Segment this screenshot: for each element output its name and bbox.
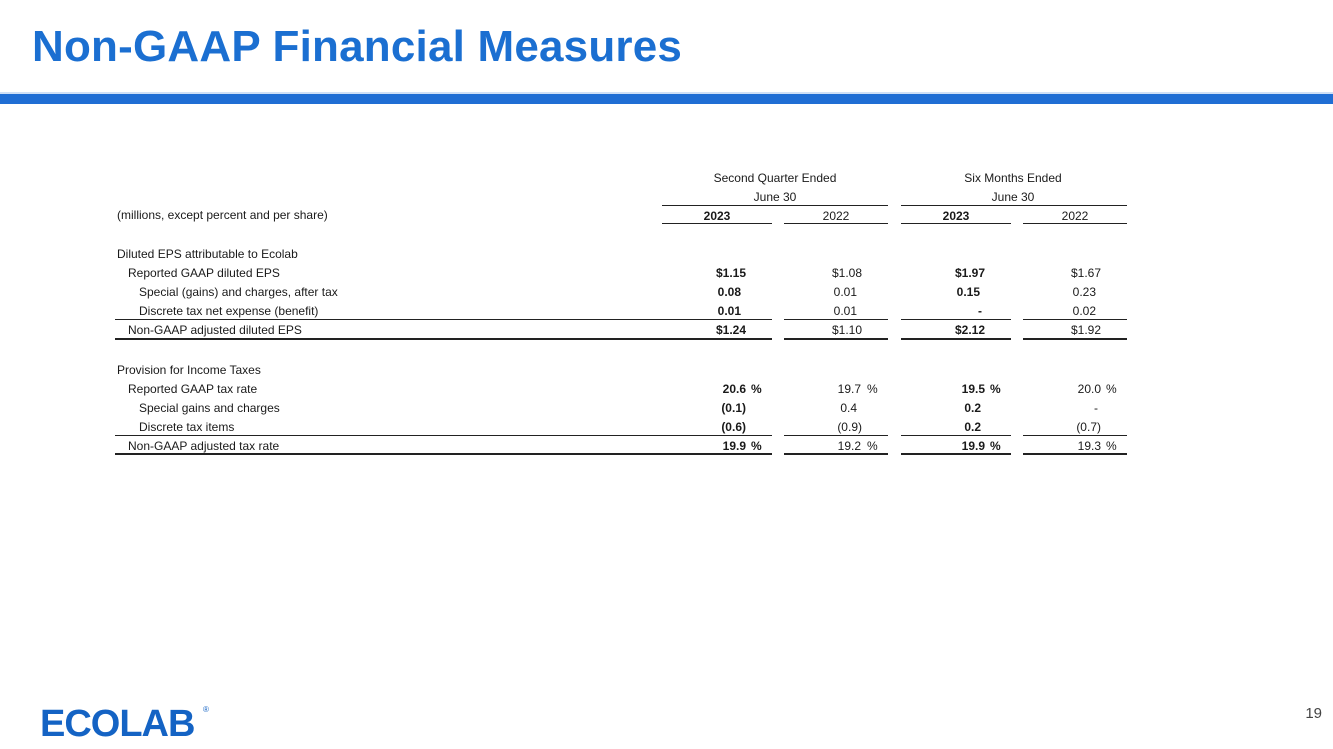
section-heading-tax: Provision for Income Taxes bbox=[117, 363, 261, 377]
total-rule bbox=[784, 453, 888, 455]
ecolab-logo bbox=[40, 700, 215, 742]
cell-q2022: 0.4 bbox=[840, 401, 857, 415]
header-six-months: Six Months Ended bbox=[964, 171, 1062, 185]
year-q-2022: 2022 bbox=[822, 209, 850, 223]
cell-s2022: 19.3 bbox=[1077, 439, 1101, 453]
year-rule bbox=[784, 223, 888, 224]
title-divider-bar bbox=[0, 94, 1333, 104]
header-june30-six: June 30 bbox=[991, 190, 1035, 204]
year-q-2023: 2023 bbox=[703, 209, 731, 223]
cell-q2023: (0.1) bbox=[721, 401, 746, 415]
cell-q2023: 20.6 bbox=[722, 382, 746, 396]
section-heading-eps: Diluted EPS attributable to Ecolab bbox=[117, 247, 298, 261]
header-second-quarter: Second Quarter Ended bbox=[713, 171, 837, 185]
cell-s2022: (0.7) bbox=[1076, 420, 1101, 434]
cell-q2023: $1.15 bbox=[715, 266, 746, 280]
units-label: (millions, except percent and per share) bbox=[117, 208, 328, 222]
cell-s2023: 0.15 bbox=[956, 285, 980, 299]
cell-q2022: 0.01 bbox=[833, 304, 857, 318]
cell-s2023: $1.97 bbox=[954, 266, 985, 280]
pct-sign: % bbox=[751, 382, 762, 396]
cell-s2023: $2.12 bbox=[954, 323, 985, 337]
header-june30-quarter: June 30 bbox=[753, 190, 797, 204]
subtotal-rule bbox=[901, 319, 1011, 320]
cell-s2023: 19.9 bbox=[961, 439, 985, 453]
cell-s2023: 0.2 bbox=[964, 401, 981, 415]
cell-q2023: $1.24 bbox=[715, 323, 746, 337]
row-label: Special (gains) and charges, after tax bbox=[139, 285, 338, 299]
year-rule bbox=[1023, 223, 1127, 224]
cell-q2023: 0.01 bbox=[717, 304, 741, 318]
cell-q2022: 19.2 bbox=[837, 439, 861, 453]
cell-s2022: 20.0 bbox=[1077, 382, 1101, 396]
subtotal-rule bbox=[115, 435, 772, 436]
total-rule bbox=[901, 453, 1011, 455]
cell-s2022: - bbox=[1094, 401, 1098, 415]
cell-s2022: $1.92 bbox=[1070, 323, 1101, 337]
logo-wordmark: ECOLAB bbox=[40, 703, 195, 742]
subtotal-rule bbox=[784, 319, 888, 320]
pct-sign: % bbox=[867, 439, 878, 453]
header-rule-six bbox=[901, 205, 1127, 206]
row-label: Non-GAAP adjusted diluted EPS bbox=[128, 323, 302, 337]
year-s-2022: 2022 bbox=[1061, 209, 1089, 223]
row-label: Special gains and charges bbox=[139, 401, 280, 415]
pct-sign: % bbox=[990, 439, 1001, 453]
total-rule bbox=[1023, 453, 1127, 455]
pct-sign: % bbox=[751, 439, 762, 453]
subtotal-rule bbox=[901, 435, 1011, 436]
row-label: Reported GAAP tax rate bbox=[128, 382, 258, 396]
cell-q2023: 0.08 bbox=[717, 285, 741, 299]
cell-s2023: 0.2 bbox=[964, 420, 981, 434]
cell-q2022: 19.7 bbox=[837, 382, 861, 396]
row-label: Discrete tax net expense (benefit) bbox=[139, 304, 319, 318]
total-rule bbox=[901, 338, 1011, 340]
cell-q2023: (0.6) bbox=[721, 420, 746, 434]
year-rule bbox=[662, 223, 772, 224]
page-title: Non-GAAP Financial Measures bbox=[32, 22, 683, 71]
row-label: Discrete tax items bbox=[139, 420, 235, 434]
pct-sign: % bbox=[1106, 382, 1117, 396]
cell-q2022: 0.01 bbox=[833, 285, 857, 299]
total-rule bbox=[115, 338, 772, 340]
cell-s2023: 19.5 bbox=[961, 382, 985, 396]
cell-q2022: $1.08 bbox=[831, 266, 862, 280]
pct-sign: % bbox=[1106, 439, 1117, 453]
subtotal-rule bbox=[784, 435, 888, 436]
cell-s2022: 0.23 bbox=[1072, 285, 1096, 299]
cell-q2022: (0.9) bbox=[837, 420, 862, 434]
row-label: Reported GAAP diluted EPS bbox=[128, 266, 280, 280]
cell-q2022: $1.10 bbox=[831, 323, 862, 337]
total-rule bbox=[784, 338, 888, 340]
logo-registered-mark: ® bbox=[203, 705, 209, 714]
subtotal-rule bbox=[1023, 319, 1127, 320]
page-number: 19 bbox=[1305, 705, 1322, 722]
cell-s2022: 0.02 bbox=[1072, 304, 1096, 318]
subtotal-rule bbox=[1023, 435, 1127, 436]
cell-s2023: - bbox=[978, 304, 982, 318]
row-label: Non-GAAP adjusted tax rate bbox=[128, 439, 280, 453]
year-s-2023: 2023 bbox=[942, 209, 970, 223]
cell-s2022: $1.67 bbox=[1070, 266, 1101, 280]
pct-sign: % bbox=[990, 382, 1001, 396]
cell-q2023: 19.9 bbox=[722, 439, 746, 453]
year-rule bbox=[901, 223, 1011, 224]
header-rule-quarter bbox=[662, 205, 888, 206]
subtotal-rule bbox=[115, 319, 772, 320]
total-rule bbox=[115, 453, 772, 455]
total-rule bbox=[1023, 338, 1127, 340]
pct-sign: % bbox=[867, 382, 878, 396]
